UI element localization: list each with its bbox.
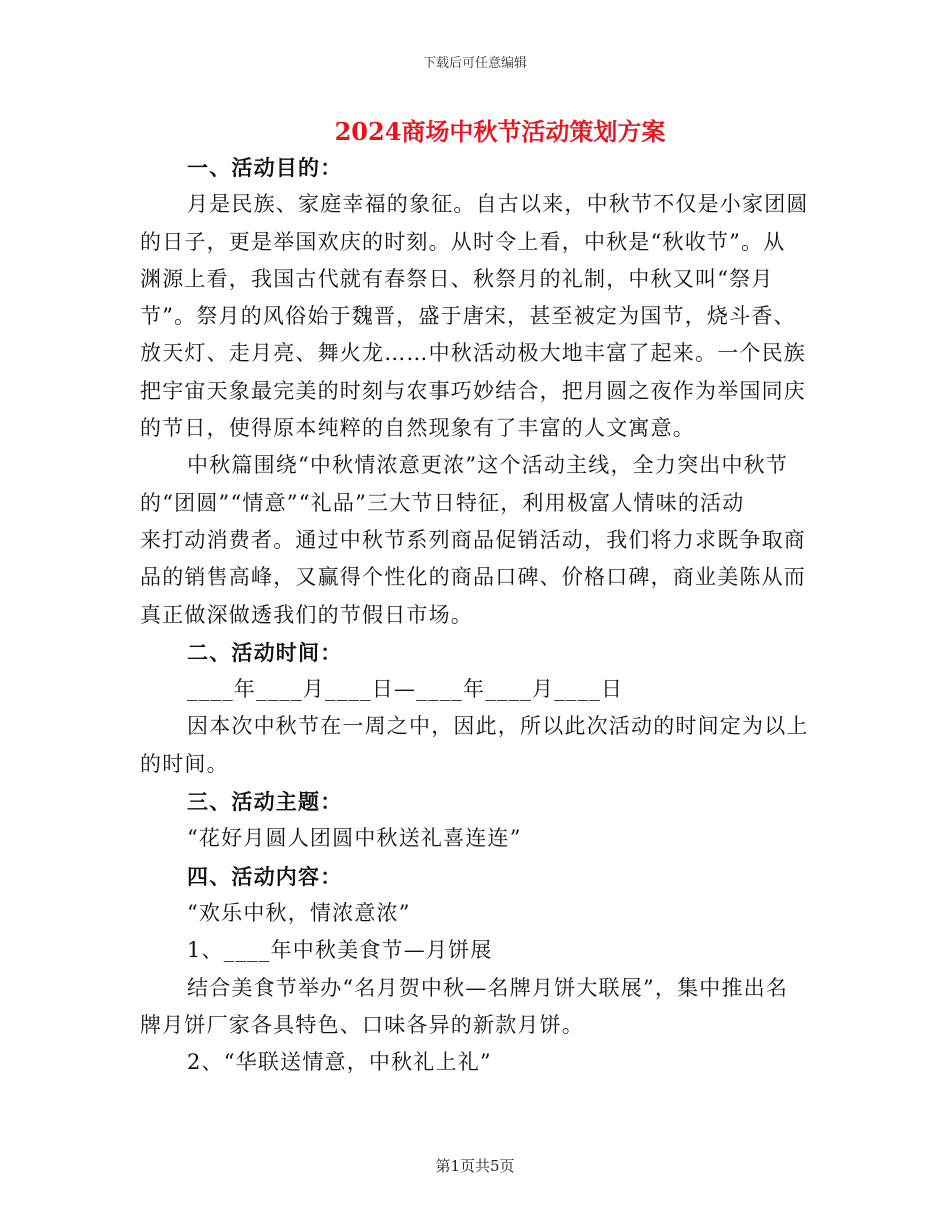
- document-body: [140, 149, 810, 1081]
- document-title: 2024商场中秋节活动策划方案: [334, 117, 666, 146]
- paragraph-line: 来打动消费者。通过中秋节系列商品促销活动，我们将力求既争取商: [140, 527, 806, 552]
- theme-line: “花好月圆人团圆中秋送礼喜连连”: [187, 826, 522, 851]
- paragraph-line: 的日子，更是举国欢庆的时刻。从时令上看，中秋是“秋收节”。从: [140, 229, 786, 254]
- section-heading: 一、活动目的：: [187, 155, 343, 180]
- paragraph-line: 品的销售高峰，又赢得个性化的商品口碑、价格口碑，商业美陈从而: [140, 565, 806, 590]
- paragraph-line: 牌月饼厂家各具特色、口味各异的新款月饼。: [140, 1012, 584, 1037]
- section-heading: 二、活动时间：: [187, 639, 343, 665]
- paragraph-line: 把宇宙天象最完美的时刻与农事巧妙结合，把月圆之夜作为举国同庆: [140, 378, 806, 403]
- page-header: 下载后可任意编辑: [422, 56, 527, 71]
- paragraph-line: 月是民族、家庭幸福的象征。自古以来，中秋节不仅是小家团圆: [187, 192, 809, 217]
- section-heading: 四、活动内容：: [187, 863, 343, 889]
- paragraph-line: 的时间。: [140, 751, 229, 776]
- paragraph-line: 节”。祭月的风俗始于魏晋，盛于唐宋，甚至被定为国节，烧斗香、: [140, 304, 796, 329]
- section-heading: 三、活动主题：: [187, 789, 343, 815]
- date-range-line: ____年____月____日—____年____月____日: [187, 677, 624, 702]
- paragraph-line: 的节日，使得原本纯粹的自然现象有了丰富的人文寓意。: [140, 416, 695, 441]
- list-item: 2、“华联送情意，中秋礼上礼”: [187, 1050, 492, 1075]
- paragraph-line: 放天灯、走月亮、舞火龙……中秋活动极大地丰富了起来。一个民族: [140, 341, 806, 366]
- page-footer: 第1页共5页: [435, 1157, 515, 1175]
- paragraph-line: 因本次中秋节在一周之中，因此，所以此次活动的时间定为以上: [187, 714, 809, 739]
- paragraph-line: 真正做深做透我们的节假日市场。: [140, 602, 473, 627]
- paragraph-line: 的“团圆”“情意”“礼品”三大节日特征，利用极富人情味的活动: [140, 490, 745, 515]
- paragraph-line: 结合美食节举办“名月贺中秋—名牌月饼大联展”，集中推出名: [187, 975, 789, 1000]
- list-item: 1、____年中秋美食节—月饼展: [187, 938, 493, 963]
- subtheme-line: “欢乐中秋，情浓意浓”: [187, 900, 411, 925]
- paragraph-line: 渊源上看，我国古代就有春祭日、秋祭月的礼制，中秋又叫“祭月: [140, 266, 774, 291]
- paragraph-line: 中秋篇围绕“中秋情浓意更浓”这个活动主线，全力突出中秋节: [187, 453, 789, 478]
